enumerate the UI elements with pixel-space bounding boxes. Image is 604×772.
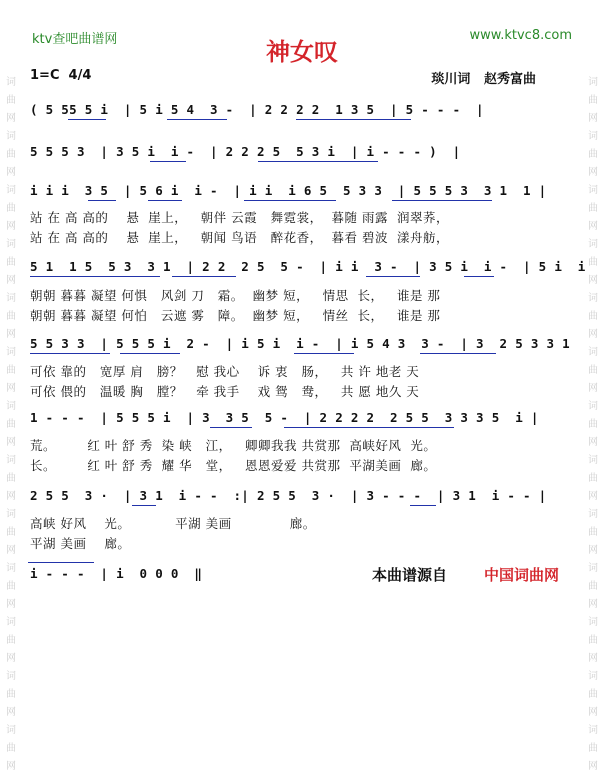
watermark-char: 网 (588, 113, 598, 124)
watermark-char: 曲 (588, 203, 598, 214)
right-watermark-column (586, 0, 600, 772)
watermark-char: 曲 (6, 581, 16, 592)
watermark-char: 词 (588, 131, 598, 142)
watermark-char: 网 (6, 275, 16, 286)
watermark-char: 词 (6, 77, 16, 88)
watermark-char: 词 (6, 185, 16, 196)
site-url-right: www.ktvc8.com (469, 28, 572, 43)
lyric-verse-2: 平湖 美画 廊。 (30, 536, 131, 551)
watermark-char: 网 (588, 491, 598, 502)
beam-line (120, 353, 180, 354)
watermark-char: 网 (588, 437, 598, 448)
beam-line (244, 200, 336, 201)
watermark-char: 网 (588, 221, 598, 232)
melody-notes-2: 5 1 1 5 5 3 3 1 | 2 2 2 5 5 - | i i 3 - | 3 5 i i - | 5 i i (30, 259, 586, 274)
beam-line (30, 276, 160, 277)
watermark-char: 网 (6, 653, 16, 664)
lyric-verse-1: 朝朝 暮暮 凝望 何惧 风剑 刀 霜。 幽梦 短， 情思 长， 谁是 那 (30, 288, 441, 303)
melody-notes-6: i - - - | i 0 0 0 ‖ (30, 566, 203, 581)
beam-line (30, 353, 110, 354)
watermark-char: 网 (588, 599, 598, 610)
beam-line (410, 505, 436, 506)
watermark-char: 网 (6, 167, 16, 178)
melody-notes-1: i i i 3 5 | 5 6 i i - | i i i 6 5 5 3 3 | 5 5 5 3 3 1 1 | (30, 183, 547, 198)
beam-line (258, 161, 378, 162)
watermark-char: 网 (588, 707, 598, 718)
watermark-char: 曲 (588, 365, 598, 376)
watermark-char: 网 (6, 437, 16, 448)
watermark-char: 曲 (6, 743, 16, 754)
song-title: 神女叹 (266, 37, 338, 66)
watermark-char: 词 (6, 347, 16, 358)
watermark-char: 网 (588, 329, 598, 340)
watermark-char: 曲 (6, 527, 16, 538)
watermark-char: 曲 (6, 473, 16, 484)
watermark-char: 曲 (6, 149, 16, 160)
lyric-verse-2: 长。 红 叶 舒 秀 耀 华 堂， 恩恩爱爱 共赏那 平湖美画 廊。 (30, 458, 437, 473)
melody-notes-4: 1 - - - | 5 5 5 i | 3 3 5 5 - | 2 2 2 2 2 5 5 3 3 3 5 i | (30, 410, 539, 425)
watermark-char: 曲 (588, 743, 598, 754)
watermark-char: 网 (588, 167, 598, 178)
watermark-char: 网 (6, 113, 16, 124)
watermark-char: 曲 (6, 95, 16, 106)
watermark-char: 词 (6, 563, 16, 574)
watermark-char: 曲 (588, 257, 598, 268)
beam-line (88, 200, 116, 201)
watermark-char: 曲 (588, 689, 598, 700)
watermark-char: 词 (588, 401, 598, 412)
watermark-char: 词 (6, 671, 16, 682)
source-label: 本曲谱源自 (372, 566, 448, 584)
beam-line (420, 353, 496, 354)
watermark-char: 词 (588, 617, 598, 628)
watermark-char: 网 (588, 383, 598, 394)
watermark-char: 词 (588, 563, 598, 574)
intro-notes-2: 5 5 5 3 | 3 5 i i - | 2 2 2 5 5 3 i | i - - - ) | (30, 144, 461, 159)
watermark-char: 词 (6, 401, 16, 412)
intro-notes-1: ( 5 55 5 i | 5 i 5 4 3 - | 2 2 2 2 1 3 5 | 5 - - - | (30, 102, 484, 117)
watermark-char: 词 (588, 293, 598, 304)
watermark-char: 网 (6, 707, 16, 718)
beam-line (210, 427, 252, 428)
site-name-left: ktv查吧曲谱网 (32, 32, 118, 47)
lyric-verse-2: 站 在 高 高的 悬 崖上， 朝闻 鸟语 醉花香， 暮看 碧波 漾舟舫， (30, 230, 449, 245)
watermark-char: 曲 (6, 203, 16, 214)
watermark-char: 词 (6, 239, 16, 250)
watermark-char: 词 (588, 185, 598, 196)
watermark-char: 词 (6, 293, 16, 304)
lyric-verse-1: 可依 靠的 宽厚 肩 膀？ 慰 我心 诉 衷 肠， 共 许 地老 天 (30, 364, 420, 379)
melody-notes-3: 5 5 3 3 | 5 5 5 i 2 - | i 5 i i - | i 5 4 3 3 - | 3 2 5 3 3 1 (30, 336, 570, 351)
watermark-char: 曲 (6, 635, 16, 646)
watermark-char: 网 (6, 761, 16, 772)
watermark-char: 曲 (588, 581, 598, 592)
beam-line (172, 276, 236, 277)
beam-line (392, 200, 492, 201)
watermark-char: 词 (588, 509, 598, 520)
watermark-char: 曲 (6, 419, 16, 430)
source-site-link[interactable]: 中国词曲网 (484, 566, 560, 584)
watermark-char: 网 (6, 221, 16, 232)
beam-line (148, 200, 182, 201)
watermark-char: 曲 (588, 473, 598, 484)
watermark-char: 词 (588, 239, 598, 250)
watermark-char: 网 (6, 383, 16, 394)
watermark-char: 词 (588, 347, 598, 358)
watermark-char: 网 (588, 761, 598, 772)
watermark-char: 曲 (6, 689, 16, 700)
lyric-verse-2: 朝朝 暮暮 凝望 何怕 云遮 雾 障。 幽梦 短， 情丝 长， 谁是 那 (30, 308, 441, 323)
melody-notes-5: 2 5 5 3 · | 3 1 i - - :| 2 5 5 3 · | 3 - - - | 3 1 i - - | (30, 488, 547, 503)
watermark-char: 网 (6, 545, 16, 556)
song-credit: 琰川词 赵秀富曲 (431, 72, 536, 87)
watermark-char: 词 (6, 455, 16, 466)
watermark-char: 网 (588, 275, 598, 286)
watermark-char: 网 (588, 545, 598, 556)
watermark-char: 曲 (588, 149, 598, 160)
watermark-char: 曲 (588, 95, 598, 106)
watermark-char: 曲 (6, 365, 16, 376)
watermark-char: 词 (6, 131, 16, 142)
watermark-char: 网 (6, 491, 16, 502)
watermark-char: 词 (6, 509, 16, 520)
lyric-verse-1: 荒。 红 叶 舒 秀 染 峡 江， 卿卿我我 共赏那 高峡好风 光。 (30, 438, 437, 453)
slur-line (28, 562, 94, 563)
lyric-verse-1: 高峡 好风 光。 平湖 美画 廊。 (30, 516, 316, 531)
beam-line (366, 276, 420, 277)
watermark-char: 词 (588, 725, 598, 736)
beam-line (132, 505, 156, 506)
left-watermark-column (4, 0, 18, 772)
watermark-char: 词 (6, 617, 16, 628)
beam-line (150, 161, 186, 162)
beam-line (68, 119, 106, 120)
watermark-char: 词 (6, 725, 16, 736)
watermark-char: 词 (588, 455, 598, 466)
watermark-char: 网 (6, 329, 16, 340)
watermark-char: 曲 (588, 635, 598, 646)
watermark-char: 曲 (588, 311, 598, 322)
watermark-char: 曲 (6, 257, 16, 268)
watermark-char: 网 (588, 653, 598, 664)
beam-line (167, 119, 227, 120)
beam-line (464, 276, 494, 277)
beam-line (284, 427, 454, 428)
watermark-char: 曲 (588, 527, 598, 538)
watermark-char: 曲 (588, 419, 598, 430)
lyric-verse-1: 站 在 高 高的 悬 崖上， 朝伴 云霞 舞霓裳， 暮随 雨露 润翠荞， (30, 210, 449, 225)
lyric-verse-2: 可依 偎的 温暖 胸 膛？ 牵 我手 戏 鸳 鸯， 共 愿 地久 天 (30, 384, 420, 399)
watermark-char: 词 (588, 671, 598, 682)
key-signature: 1=C 4/4 (30, 68, 92, 83)
watermark-char: 网 (6, 599, 16, 610)
watermark-char: 曲 (6, 311, 16, 322)
watermark-char: 词 (588, 77, 598, 88)
beam-line (296, 119, 411, 120)
beam-line (294, 353, 354, 354)
